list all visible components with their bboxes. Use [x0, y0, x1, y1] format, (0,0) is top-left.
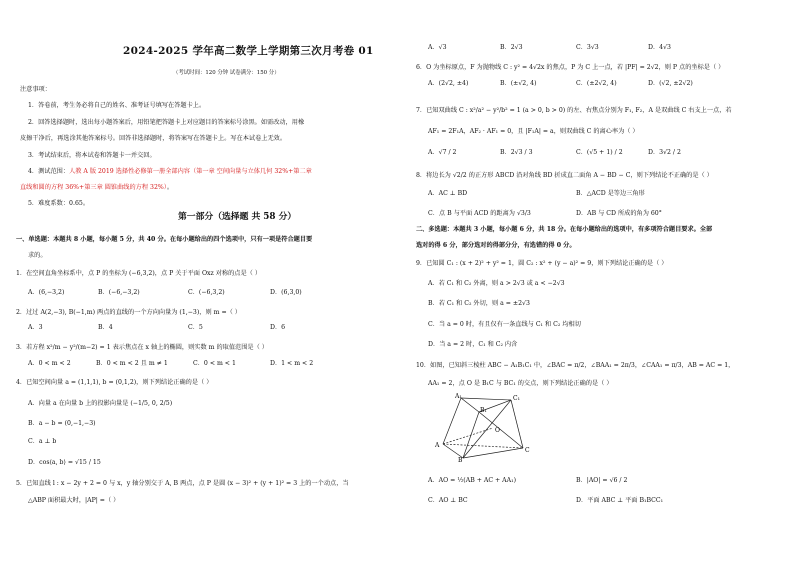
test-scope-highlight-cont: 直线和圆的方程 36%+第三章 圆锥曲线的方程 32%） — [20, 184, 167, 191]
part2-intro-cont: 选对的得 6 分，部分选对的得部分分，有选错的得 0 分。 — [416, 242, 576, 249]
option-d: D．平面 ABC ⊥ 平面 B₁BCC₁ — [576, 497, 664, 504]
diag-b1-c — [479, 412, 523, 448]
note-item-4-prefix: 4．测试范围： — [28, 168, 70, 175]
label-c1: C₁ — [513, 395, 520, 402]
option-d: D．3√2 / 2 — [648, 149, 681, 156]
option-c: C．a ⊥ b — [28, 438, 57, 445]
part1-heading: 第一部分（选择题 共 58 分） — [178, 212, 297, 222]
question-2-stem: 2．过过 A(2,−3), B(−1,m) 两点的直线的一个方向向量为 (1,−3)，则 m =（ ） — [16, 309, 241, 316]
option-d: D．(√2, ±2√2) — [648, 80, 693, 87]
note-item: 3．考试结束后，将本试卷和答题卡一并交回。 — [28, 152, 156, 159]
option-c: C．3√3 — [576, 44, 599, 51]
notes-heading: 注意事项： — [20, 86, 51, 93]
option-c: C．0 < m < 1 — [193, 360, 236, 367]
option-b: B．4 — [98, 324, 113, 331]
test-scope-highlight: 人教 A 版 2019 选择性必修第一册全部内容（第一章 空间向量与立体几何 32%+第二章 — [69, 168, 312, 175]
question-9-stem: 9．已知圆 C₁ : (x + 2)² + y² = 1，圆 C₂ : x² + (y − a)² = 9，则下列结论正确的是（ ） — [416, 260, 668, 267]
question-4-stem: 4．已知空间向量 a = (1,1,1), b = (0,1,2)，则下列结论正确的是（ ） — [16, 379, 213, 386]
option-a: A．√3 — [428, 44, 447, 51]
question-10-stem: 10．如图，已知斜三棱柱 ABC − A₁B₁C₁ 中，∠BAC = π/2，∠BAA₁ = 2π/3，∠CAA₁ = π/3，AB = AC = 1， — [416, 362, 735, 369]
question-5-stem-cont: △ABP 面积最大时，|AP| =（ ） — [28, 497, 120, 504]
note-item: 2．回答选择题时，选出每小题答案后，用铅笔把答题卡上对应题目的答案标号涂黑。如需改动，用橡 — [28, 119, 305, 126]
option-a: A．(2√2, ±4) — [428, 80, 469, 87]
question-10-stem-cont: AA₁ = 2，点 O 是 B₁C 与 BC₁ 的交点，则下列结论正确的是（ ） — [428, 380, 613, 387]
edge-a-b — [443, 444, 463, 458]
edge-a-c — [443, 444, 523, 448]
note-item-4 — [28, 168, 312, 176]
edge-a1-a — [443, 398, 461, 444]
note-item: 5．难度系数：0.65。 — [28, 200, 90, 207]
option-b: B．2√3 / 3 — [500, 149, 533, 156]
edge-b-c — [463, 448, 523, 458]
question-1-stem: 1．在空间直角坐标系中，点 P 的坐标为 (−6,3,2)，点 P 关于平面 Oxz 对称的点是（ ） — [16, 270, 262, 277]
option-d: D．(6,3,0) — [270, 289, 302, 296]
label-a1: A₁ — [455, 393, 462, 400]
option-a: A．3 — [28, 324, 43, 331]
part2-intro: 二、多选题：本题共 3 小题，每小题 6 分，共 18 分。在每小题给出的选项中，有多项符合题目要求。全部 — [416, 226, 713, 233]
option-c: C．当 a = 0 时，有且仅有一条直线与 C₁ 和 C₂ 均相切 — [428, 321, 581, 328]
option-c: C．(√5 + 1) / 2 — [576, 149, 623, 156]
option-d: D．当 a = 2 时，C₁ 和 C₂ 内含 — [428, 341, 518, 348]
option-c: C．(±2√2, 4) — [576, 80, 617, 87]
question-7-stem-cont: AF₁ = 2F₁A，AF₂ · AF₁ = 0，且 |F₁A| = a，则双曲线 C 的离心率为（ ） — [428, 128, 639, 135]
option-d: D．1 < m < 2 — [270, 360, 314, 367]
option-d: D．4√3 — [648, 44, 671, 51]
option-a: A．若 C₁ 和 C₂ 外离，则 a > 2√3 或 a < −2√3 — [428, 280, 565, 287]
exam-subtitle: （考试时间：120 分钟 试卷满分：150 分） — [173, 70, 280, 76]
edge-c1-c — [511, 400, 523, 448]
question-3-stem: 3．若方程 x²/m − y²/(m−2) = 1 表示焦点在 x 轴上的椭圆，则实数 m 的取值范围是（ ） — [16, 344, 268, 351]
label-a: A — [435, 442, 440, 449]
note-item-4-cont — [20, 184, 173, 192]
option-c: C．(−6,3,2) — [188, 289, 225, 296]
option-a: A．AO = ½(AB + AC + AA₁) — [428, 477, 517, 484]
option-b: B．2√3 — [500, 44, 523, 51]
option-b: B．|AO| = √6 / 2 — [576, 477, 628, 484]
exam-title: 2024-2025 学年高二数学上学期第三次月考卷 01 — [123, 45, 374, 57]
edge-a1-c1 — [461, 398, 511, 400]
option-c: C．点 B 与平面 ACD 的距离为 √3/3 — [428, 210, 531, 217]
label-o: O — [495, 427, 500, 434]
option-b: B．0 < m < 2 且 m ≠ 1 — [96, 360, 168, 367]
note-item-4-end: 。 — [166, 184, 174, 191]
edge-a1-b1 — [461, 398, 479, 412]
option-a: A．(6,−3,2) — [28, 289, 65, 296]
prism-figure — [433, 392, 543, 462]
question-8-stem: 8．将边长为 √2/2 的正方形 ABCD 沿对角线 BD 折成直二面角 A − BD − C，则下列结论不正确的是（ ） — [416, 172, 713, 179]
right-column — [408, 0, 788, 562]
note-item: 1．答卷前，考生务必将自己的姓名、准考证号填写在答题卡上。 — [28, 102, 206, 109]
part1-intro: 一、单选题：本题共 8 小题，每小题 5 分，共 40 分。在每小题给出的四个选项中，只有一项是符合题目要 — [16, 236, 313, 243]
option-a: A．√7 / 2 — [428, 149, 457, 156]
option-b: B．a − b = (0,−1,−3) — [28, 420, 96, 427]
note-item: 皮擦干净后，再选涂其他答案标号。回答非选择题时，将答案写在答题卡上。写在本试卷上无效。 — [20, 135, 287, 142]
label-b: B — [458, 457, 463, 462]
option-b: B．若 C₁ 和 C₂ 外切，则 a = ±2√3 — [428, 300, 530, 307]
question-7-stem: 7．已知双曲线 C : x²/a² − y²/b² = 1 (a > 0, b > 0) 的左、右焦点分别为 F₁, F₂，A 是双曲线 C 右支上一点，若 — [416, 107, 732, 114]
option-b: B．(±√2, 4) — [500, 80, 537, 87]
question-5-stem: 5．已知直线 l : x − 2y + 2 = 0 与 x，y 轴分别交于 A, B 两点，点 P 是圆 (x − 3)² + (y + 1)² = 3 上的一个动点，当 — [16, 480, 349, 487]
option-c: C．AO ⊥ BC — [428, 497, 468, 504]
left-column — [8, 0, 388, 562]
option-d: D．AB 与 CD 所成的角为 60° — [576, 210, 662, 217]
label-c: C — [525, 447, 530, 454]
question-6-stem: 6．O 为坐标原点，F 为抛物线 C : y² = 4√2x 的焦点，P 为 C 上一点，若 |PF| = 2√2，则 P 点的坐标是（ ） — [416, 64, 725, 71]
part1-intro-cont: 求的。 — [28, 252, 47, 259]
label-b1: B₁ — [480, 407, 487, 414]
option-d: D．6 — [270, 324, 286, 331]
option-a: A．0 < m < 2 — [28, 360, 71, 367]
option-c: C．5 — [188, 324, 203, 331]
option-a: A．AC ⊥ BD — [428, 190, 468, 197]
option-a: A．向量 a 在向量 b 上的投影向量是 (−1/5, 0, 2/5) — [28, 400, 173, 407]
option-d: D．cos⟨a, b⟩ = √15 / 15 — [28, 459, 101, 466]
option-b: B．(−6,−3,2) — [98, 289, 140, 296]
option-b: B．△ACD 是等边三角形 — [576, 190, 645, 197]
